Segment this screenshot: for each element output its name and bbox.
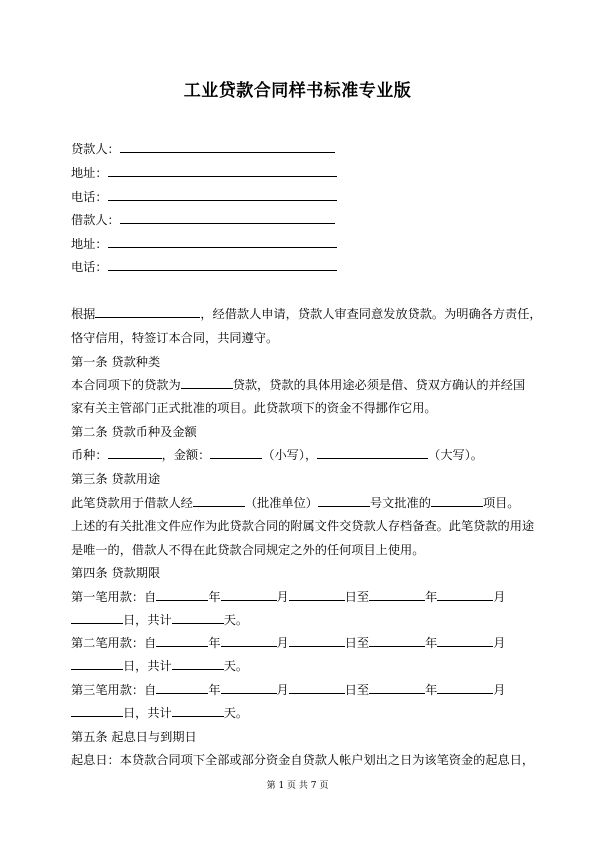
end-day-blank[interactable] xyxy=(71,658,123,670)
article-3-line-2: 上述的有关批准文件应作为此贷款合同的附属文件交贷款人存档备查。此笔贷款的用途 xyxy=(71,519,535,533)
start-month-blank[interactable] xyxy=(221,635,277,647)
from-text: 自 xyxy=(144,636,157,650)
days-text: 天。 xyxy=(223,659,249,673)
total-days-blank[interactable] xyxy=(172,612,224,624)
currency-label: 币种： xyxy=(71,448,108,462)
day-to-text: 日至 xyxy=(344,636,370,650)
lender-line xyxy=(71,141,335,157)
basis-blank[interactable] xyxy=(95,306,200,318)
day-total-text: 日，共计 xyxy=(123,659,172,673)
lender-label: 贷款人： xyxy=(71,142,120,156)
article-5-heading: 第五条 起息日与到期日 xyxy=(71,730,197,744)
month-text: 月 xyxy=(276,590,289,604)
end-month-blank[interactable] xyxy=(437,682,493,694)
end-year-blank[interactable] xyxy=(369,589,425,601)
article-2-heading: 第二条 贷款币种及金额 xyxy=(71,425,197,439)
article-3-text-a: 此笔贷款用于借款人经 xyxy=(71,496,193,510)
borrower-phone-label: 电话： xyxy=(71,260,108,274)
borrower-phone-line xyxy=(71,259,337,275)
loan-3-label: 第三笔用款： xyxy=(71,683,145,697)
end-month-blank[interactable] xyxy=(437,589,493,601)
day-total-text: 日，共计 xyxy=(123,613,172,627)
approval-doc-blank[interactable] xyxy=(318,495,370,507)
loan-1-line-2 xyxy=(71,612,248,628)
year-text: 年 xyxy=(425,636,438,650)
year-text: 年 xyxy=(208,636,221,650)
article-3-text-d: 项目。 xyxy=(482,496,520,510)
borrower-phone-blank[interactable] xyxy=(108,259,337,271)
start-year-blank[interactable] xyxy=(156,589,208,601)
currency-blank[interactable] xyxy=(108,447,162,459)
year-text: 年 xyxy=(208,590,221,604)
amount-lower-blank[interactable] xyxy=(210,447,262,459)
article-3-line-3: 是唯一的，借款人不得在此贷款合同规定之外的任何项目上使用。 xyxy=(71,543,425,557)
borrower-address-line xyxy=(71,236,337,252)
loan-1-label: 第一笔用款： xyxy=(71,590,145,604)
article-1-text-a: 本合同项下的贷款为 xyxy=(71,378,181,392)
end-year-blank[interactable] xyxy=(369,682,425,694)
end-day-blank[interactable] xyxy=(71,705,123,717)
month-text: 月 xyxy=(493,636,506,650)
intro-line-2: 恪守信用，特签订本合同，共同遵守。 xyxy=(71,331,279,345)
amount-upper-label: （大写）。 xyxy=(428,448,483,462)
loan-2-label: 第二笔用款： xyxy=(71,636,145,650)
start-day-blank[interactable] xyxy=(289,589,345,601)
total-days-blank[interactable] xyxy=(172,705,224,717)
start-month-blank[interactable] xyxy=(221,682,277,694)
approval-unit-blank[interactable] xyxy=(193,495,245,507)
days-text: 天。 xyxy=(223,706,249,720)
end-day-blank[interactable] xyxy=(71,612,123,624)
lender-phone-blank[interactable] xyxy=(108,189,337,201)
year-text: 年 xyxy=(425,683,438,697)
start-month-blank[interactable] xyxy=(221,589,277,601)
loan-1-line-1 xyxy=(71,589,505,605)
borrower-blank[interactable] xyxy=(120,212,335,224)
article-3-heading: 第三条 贷款用途 xyxy=(71,472,161,486)
total-days-blank[interactable] xyxy=(172,658,224,670)
intro-line-1 xyxy=(71,306,542,322)
amount-label: ，金额： xyxy=(161,448,211,462)
page-title: 工业贷款合同样书标准专业版 xyxy=(183,81,412,101)
article-5-line-1: 起息日：本贷款合同项下全部或部分资金自贷款人帐户划出之日为该笔资金的起息日， xyxy=(71,753,535,767)
intro-prefix: 根据 xyxy=(71,307,96,321)
amount-upper-blank[interactable] xyxy=(317,447,428,459)
from-text: 自 xyxy=(144,683,157,697)
loan-3-line-1 xyxy=(71,682,505,698)
article-2-line-1 xyxy=(71,447,483,463)
article-4-heading: 第四条 贷款期限 xyxy=(71,566,161,580)
lender-phone-label: 电话： xyxy=(71,190,108,204)
year-text: 年 xyxy=(208,683,221,697)
article-1-heading: 第一条 贷款种类 xyxy=(71,355,161,369)
article-3-line-1 xyxy=(71,495,520,511)
borrower-address-label: 地址： xyxy=(71,237,108,251)
start-year-blank[interactable] xyxy=(156,682,208,694)
month-text: 月 xyxy=(276,683,289,697)
article-1-line-1 xyxy=(71,377,525,393)
page-number: 第 1 页 共 7 页 xyxy=(266,781,329,791)
borrower-line xyxy=(71,212,335,228)
lender-address-line xyxy=(71,165,337,181)
start-day-blank[interactable] xyxy=(289,682,345,694)
loan-3-line-2 xyxy=(71,705,248,721)
day-to-text: 日至 xyxy=(344,683,370,697)
end-month-blank[interactable] xyxy=(437,635,493,647)
article-3-text-b: （批准单位） xyxy=(244,496,318,510)
borrower-label: 借款人： xyxy=(71,213,120,227)
loan-2-line-2 xyxy=(71,658,248,674)
project-blank[interactable] xyxy=(431,495,483,507)
month-text: 月 xyxy=(276,636,289,650)
month-text: 月 xyxy=(493,590,506,604)
article-1-text-b: 贷款，贷款的具体用途必须是借、贷双方确认的并经国 xyxy=(232,378,526,392)
month-text: 月 xyxy=(493,683,506,697)
loan-2-line-1 xyxy=(71,635,505,651)
lender-blank[interactable] xyxy=(120,141,335,153)
amount-lower-label: （小写）， xyxy=(262,448,318,462)
start-year-blank[interactable] xyxy=(156,635,208,647)
days-text: 天。 xyxy=(223,613,249,627)
day-total-text: 日，共计 xyxy=(123,706,172,720)
article-3-text-c: 号文批准的 xyxy=(370,496,431,510)
lender-phone-line xyxy=(71,189,337,205)
lender-address-blank[interactable] xyxy=(108,165,337,177)
from-text: 自 xyxy=(144,590,157,604)
start-day-blank[interactable] xyxy=(289,635,345,647)
loan-type-blank[interactable] xyxy=(181,377,233,389)
article-1-line-2: 家有关主管部门正式批准的项目。此贷款项下的资金不得挪作它用。 xyxy=(71,401,437,415)
lender-address-label: 地址： xyxy=(71,166,108,180)
borrower-address-blank[interactable] xyxy=(108,236,337,248)
year-text: 年 xyxy=(425,590,438,604)
intro-suffix: ，经借款人申请，贷款人审查同意发放贷款。为明确各方责任， xyxy=(200,307,542,321)
day-to-text: 日至 xyxy=(344,590,370,604)
end-year-blank[interactable] xyxy=(369,635,425,647)
